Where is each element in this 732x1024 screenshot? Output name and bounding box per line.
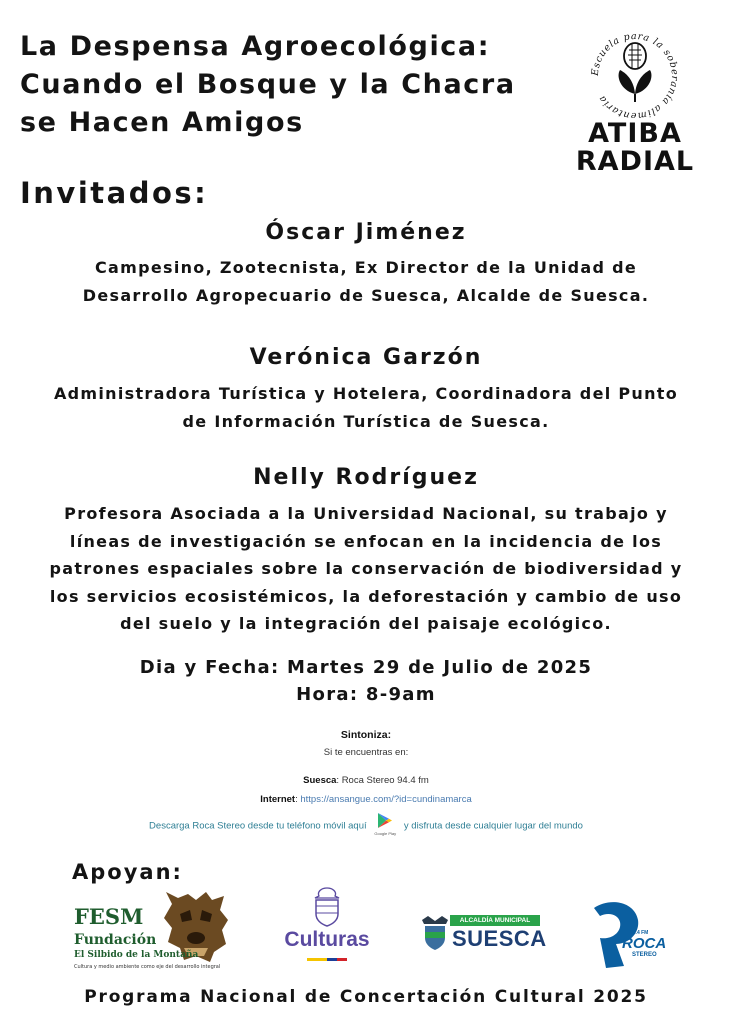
internet-link[interactable]: https://ansangue.com/?id=cundinamarca	[300, 794, 472, 805]
tune-internet-sep: :	[295, 794, 301, 805]
logo-word-radial: RADIAL	[575, 146, 695, 177]
tune-suesca-value: : Roca Stereo 94.4 fm	[336, 775, 429, 786]
roca-stereo-logo	[588, 898, 668, 968]
guest-description-2	[0, 380, 732, 435]
page-title	[20, 28, 516, 142]
guest-3-line-1: Profesora Asociada a la Universidad Nacional, su trabajo y	[64, 504, 668, 523]
guest-name-3: Nelly Rodríguez	[253, 465, 479, 490]
fesm-acronym: FESM	[74, 904, 144, 929]
guest-1-line-2: Desarrollo Agropecuario de Suesca, Alcalde de Suesca.	[82, 285, 650, 305]
fesm-logo	[72, 886, 242, 976]
suesca-name: SUESCA	[452, 926, 547, 951]
fesm-foundation: Fundación	[74, 932, 157, 948]
logo-ring-text: Escuela para la soberanía alimentaria	[589, 30, 681, 122]
guest-3-line-2: líneas de investigación se enfocan en la incidencia de los	[69, 531, 663, 551]
guest-name-2: Verónica Garzón	[249, 345, 483, 370]
schedule-time: Hora: 8-9am	[296, 684, 436, 705]
fesm-name: El Silbido de la Montaña	[74, 950, 199, 960]
guest-3-line-5: del suelo y la integración del paisaje ecológico.	[120, 614, 612, 633]
guest-3-line-4: los servicios ecosistémicos, la deforestación y cambio de uso	[49, 586, 683, 606]
tune-heading: Sintoniza:	[340, 729, 392, 741]
roca-sub: STEREO	[632, 952, 657, 958]
google-play-badge[interactable]	[373, 812, 397, 840]
supporters-heading: Apoyan:	[72, 860, 183, 884]
suesca-logo	[420, 910, 547, 956]
logo-word-atiba: ATIBA	[588, 118, 682, 149]
colombia-flag-bar	[307, 958, 347, 961]
guest-name-1: Óscar Jiménez	[265, 220, 467, 245]
download-text-after: y disfruta desde cualquier lugar del mundo	[403, 820, 583, 832]
schedule-date: Dia y Fecha: Martes 29 de Julio de 2025	[139, 657, 593, 678]
fesm-tagline: Cultura y medio ambiente como eje del desarrollo integral	[74, 964, 221, 970]
guest-2-line-1: Administradora Turística y Hotelera, Coordinadora del Punto	[53, 384, 679, 403]
suesca-shield-icon	[422, 916, 448, 952]
svg-text:Escuela para la soberanía alim	[590, 31, 680, 121]
title-line-1: La Despensa Agroecológica:	[20, 31, 491, 62]
title-line-3: se Hacen Amigos	[20, 107, 304, 138]
atiba-radial-logo	[560, 24, 710, 177]
roca-name: ROCA	[622, 935, 667, 952]
guest-description-3	[0, 500, 732, 638]
schedule	[0, 654, 732, 708]
guest-description-1	[0, 254, 732, 309]
suesca-band: ALCALDÍA MUNICIPAL	[450, 915, 540, 926]
google-play-icon	[377, 812, 393, 829]
tune-intro: Si te encuentras en:	[323, 747, 409, 758]
tune-internet	[0, 794, 732, 805]
culturas-word: Culturas	[284, 928, 370, 951]
footer-program: Programa Nacional de Concertación Cultural 2025	[84, 987, 648, 1007]
tune-internet-label: Internet	[260, 794, 296, 805]
culturas-logo	[274, 884, 380, 966]
guest-3-line-3: patrones espaciales sobre la conservación de biodiversidad y	[49, 559, 683, 578]
guests-heading: Invitados:	[20, 176, 209, 210]
tune-suesca	[0, 775, 732, 786]
school-emblem-icon	[560, 24, 710, 124]
guest-2-line-2: de Información Turística de Suesca.	[182, 411, 550, 431]
download-text-before: Descarga Roca Stereo desde tu teléfono móvil aquí	[149, 820, 367, 832]
guest-1-line-1: Campesino, Zootecnista, Ex Director de la Unidad de	[94, 258, 637, 277]
tune-download	[0, 812, 732, 840]
tune-suesca-label: Suesca	[303, 775, 337, 786]
title-line-2: Cuando el Bosque y la Chacra	[20, 69, 516, 100]
roca-frequency: 94.4 FM	[630, 930, 649, 936]
colombia-shield-icon	[307, 886, 347, 928]
google-play-label: Google Play	[374, 831, 397, 836]
